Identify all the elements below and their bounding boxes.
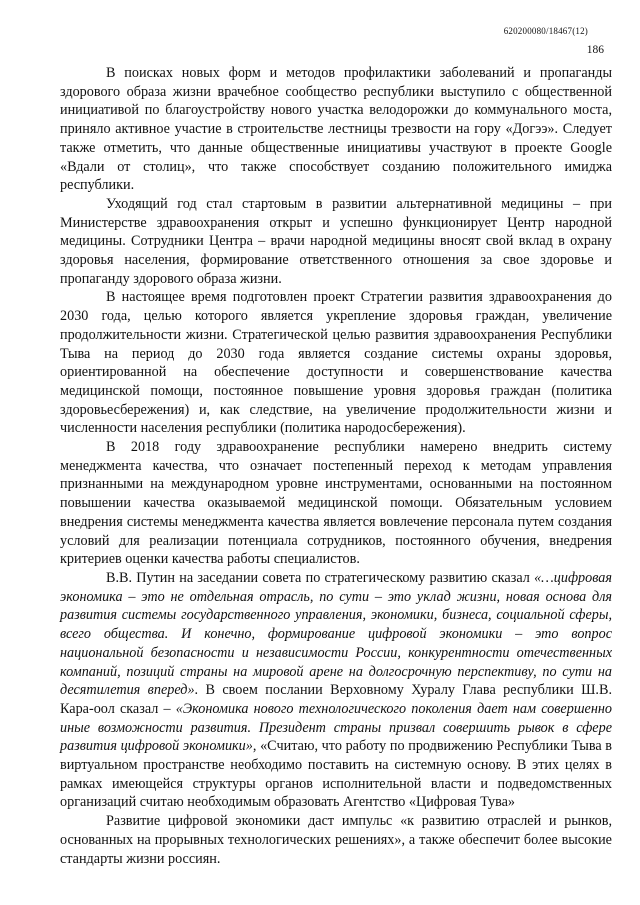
- putin-quote: «…цифровая экономика – это не отдельная отрасль, по сути – это уклад жизни, новая основа для развития системы государственного управления, экономики, бизнеса, социальной сферы, всего общества. И конечно, формирование цифровой экономики – это вопрос национальной безопасности и независимости России, конкурентности отечественных компаний, позиций страны на мировой арене на долгосрочную перспективу, по сути на десятилетия вперед»: [60, 569, 612, 699]
- paragraph-quality-management: В 2018 году здравоохранение республики намерено внедрить систему менеджмента качества, что означает постепенный переход к методам управления признанными на международном уровне инструментами, основанными на постоянном повышении качества оказываемой медицинской помощи. Обязательным условием внедрения системы менеджмента качества является вовлечение персонала путем создания условий для реализации потенциала сотрудников, постоянного обучения, внедрения критериев оценки качества работы специалистов.: [60, 439, 612, 568]
- head-of-republic-quote: «Экономика нового технологического поколения дает нам совершенно иные возможности развития. Президент страны призвал совершить рывок в сфере развития цифровой экономики»: [60, 700, 612, 755]
- quote-intro: В.В. Путин на заседании совета по стратегическому развитию сказал: [106, 569, 535, 586]
- paragraph-prevention: В поисках новых форм и методов профилактики заболеваний и пропаганды здорового образа жизни врачебное сообщество республики выступило с общественной инициативой по благоустройству нового участка велодорожки до коммунального моста, приняло активное участие в строительстве лестницы трезвости на гору «Догээ». Следует также отметить, что данные общественные инициативы участвуют в проекте Google «Вдали от столиц», что также способствует созданию положительного имиджа республики.: [60, 65, 612, 194]
- quote-bridge: . В своем послании Верховному Хуралу Глава республики Ш.В. Кара-оол сказал –: [60, 682, 612, 717]
- paragraph-alternative-medicine: Уходящий год стал стартовым в развитии альтернативной медицины – при Министерстве здравоохранения открыт и успешно функционирует Центр народной медицины. Сотрудники Центра – врачи народной медицины вносят свой вклад в охрану здоровья населения, формирование ответственного отношения за свое здоровье и пропаганду здорового образа жизни.: [60, 195, 612, 287]
- quote-conclusion: , «Считаю, что работу по продвижению Республики Тыва в виртуальном пространстве необходимо поставить на системную основу. В этих целях в рамках имеющейся структуры органов исполнительной власти и подведомственных организаций считаю необходимым образовать Агентство «Цифровая Тува»: [60, 738, 612, 811]
- paragraph-digital-impulse: Развитие цифровой экономики даст импульс «к развитию отраслей и рынков, основанных на прорывных технологических решениях», а также обеспечит более высокие стандарты жизни россиян.: [60, 813, 612, 867]
- paragraph-strategy-2030: В настоящее время подготовлен проект Стратегии развития здравоохранения до 2030 года, целью которого является укрепление здоровья граждан, увеличение продолжительности жизни. Стратегической целью развития здравоохранения Республики Тыва на период до 2030 года является создание системы охраны здоровья, ориентированной на обеспечение доступности и совершенствование качества медицинской помощи, постоянное повышение уровня здоровья граждан (политика здоровьесбережения) и, как следствие, на увеличение продолжительности жизни и численности населения республики (политика народосбережения).: [60, 289, 612, 437]
- paragraph-digital-economy-quotes: [60, 569, 612, 812]
- document-id: 620200080/18467(12): [503, 26, 588, 36]
- document-body: [60, 64, 612, 868]
- page-number: 186: [586, 44, 604, 56]
